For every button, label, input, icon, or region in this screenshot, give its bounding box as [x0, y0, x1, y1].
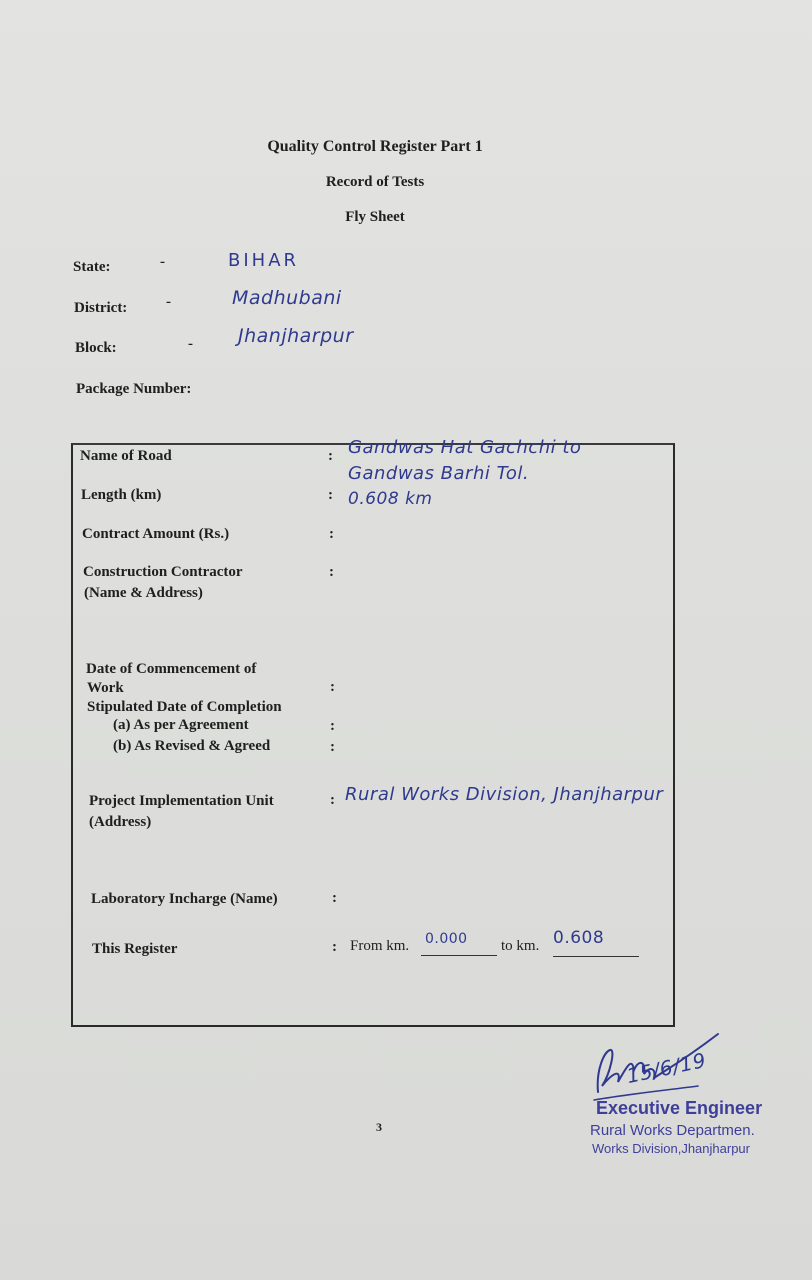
contractor-sublabel: (Name & Address) [84, 585, 203, 601]
stamp-division: Works Division,Jhanjharpur [592, 1141, 750, 1156]
to-km-label: to km. [501, 938, 540, 954]
state-label: State: [73, 259, 111, 275]
record-subtitle: Record of Tests [325, 174, 425, 190]
piu-sublabel: (Address) [89, 814, 152, 830]
road-name-label: Name of Road [80, 448, 172, 464]
to-km-underline [553, 956, 639, 957]
stamp-department: Rural Works Departmen. [590, 1122, 755, 1139]
revised-label: (b) As Revised & Agreed [113, 738, 271, 754]
commencement-sublabel: Work [87, 680, 124, 696]
piu-label: Project Implementation Unit [89, 793, 274, 809]
length-label: Length (km) [81, 487, 162, 503]
road-name-colon: : [328, 448, 333, 464]
this-register-colon: : [332, 939, 337, 955]
piu-colon: : [330, 792, 335, 808]
lab-incharge-label: Laboratory Incharge (Name) [91, 891, 278, 907]
length-colon: : [328, 487, 333, 503]
page-number: 3 [376, 1120, 382, 1134]
state-dash: - [160, 254, 165, 270]
district-label: District: [74, 300, 128, 316]
commencement-colon: : [330, 679, 335, 695]
piu-value: Rural Works Division, Jhanjharpur [345, 784, 664, 805]
this-register-label: This Register [92, 941, 178, 957]
to-km-value: 0.608 [553, 928, 605, 948]
road-name-value-line-1: Gandwas Hat Gachchi to [348, 437, 582, 458]
from-km-label: From km. [350, 938, 410, 954]
block-dash: - [188, 336, 193, 352]
length-value: 0.608 km [348, 489, 433, 509]
package-number-label: Package Number: [76, 381, 192, 397]
completion-label: Stipulated Date of Completion [87, 699, 282, 715]
contract-amount-label: Contract Amount (Rs.) [82, 526, 230, 542]
from-km-value: 0.000 [425, 931, 468, 947]
fly-sheet-label: Fly Sheet [345, 209, 405, 225]
district-value: Madhubani [232, 287, 342, 309]
contract-amount-colon: : [329, 526, 334, 542]
signature-date: 15/6/19 [624, 1047, 709, 1089]
revised-colon: : [330, 739, 335, 755]
contractor-colon: : [329, 564, 334, 580]
register-title: Quality Control Register Part 1 [267, 138, 483, 155]
block-label: Block: [75, 340, 117, 356]
state-value: BIHAR [228, 250, 300, 271]
district-dash: - [166, 294, 171, 310]
from-km-underline [421, 955, 497, 956]
contractor-label: Construction Contractor [83, 564, 243, 580]
block-value: Jhanjharpur [238, 325, 354, 347]
road-name-value-line-2: Gandwas Barhi Tol. [348, 463, 530, 484]
agreement-label: (a) As per Agreement [113, 717, 249, 733]
commencement-label: Date of Commencement of [86, 661, 257, 677]
agreement-colon: : [330, 718, 335, 734]
stamp-designation: Executive Engineer [596, 1098, 763, 1118]
lab-incharge-colon: : [332, 890, 337, 906]
